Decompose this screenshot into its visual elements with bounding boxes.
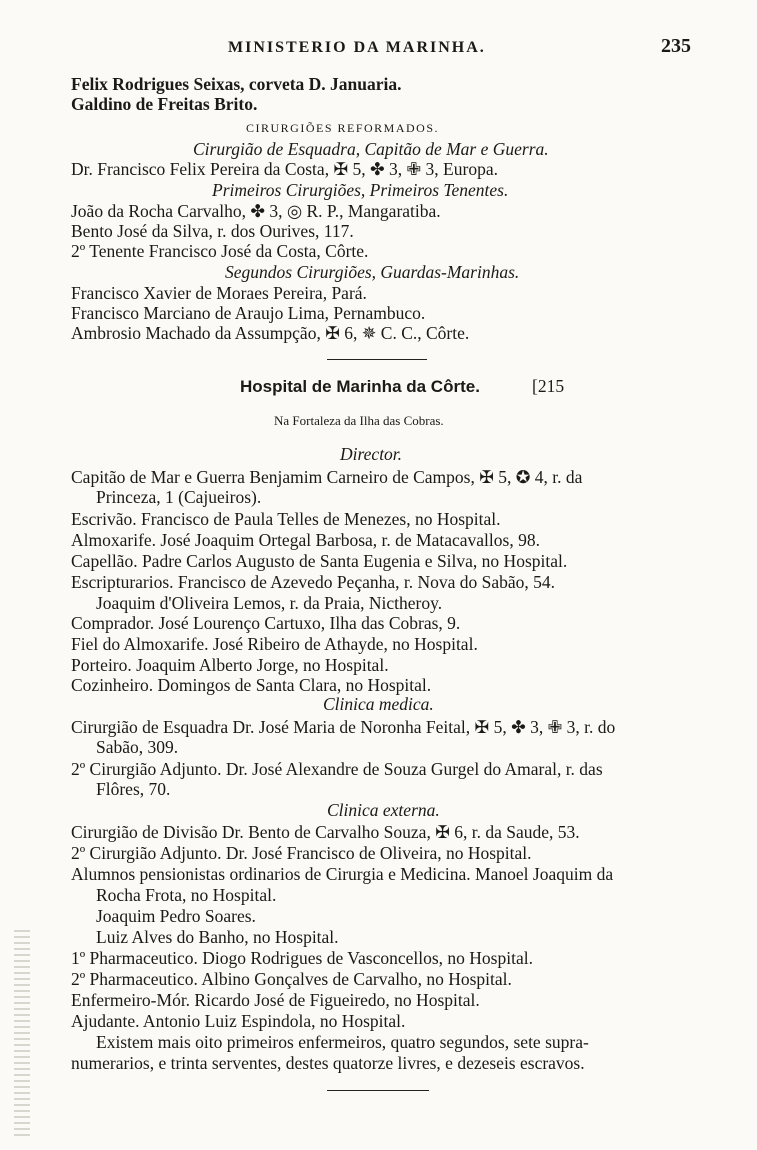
rank-heading: Cirurgião de Esquadra, Capitão de Mar e Guerra. [193, 139, 549, 159]
entry-line: Dr. Francisco Felix Pereira da Costa, ✠ 5, ✤ 3, ✙ 3, Europa. [71, 159, 498, 179]
scan-edge-artifact [14, 930, 30, 1140]
hospital-ref: [215 [532, 376, 565, 396]
section-heading: CIRURGIÕES REFORMADOS. [246, 121, 440, 135]
section-heading: Clinica medica. [323, 694, 434, 714]
page-number: 235 [661, 35, 691, 57]
entry-line: Bento José da Silva, r. dos Ourives, 117. [71, 221, 354, 241]
entry-line: 2º Pharmaceutico. Albino Gonçalves de Carvalho, no Hospital. [71, 969, 512, 989]
rank-heading: Primeiros Cirurgiões, Primeiros Tenentes. [212, 180, 509, 200]
section-heading: Director. [340, 444, 403, 464]
entry-line: 2º Cirurgião Adjunto. Dr. José Alexandre de Souza Gurgel do Amaral, r. das [71, 759, 603, 779]
section-heading: Clinica externa. [327, 800, 440, 820]
entry-line: Galdino de Freitas Brito. [71, 94, 258, 114]
entry-line: Cirurgião de Esquadra Dr. José Maria de Noronha Feital, ✠ 5, ✤ 3, ✙ 3, r. do [71, 717, 616, 737]
entry-line: Enfermeiro-Mór. Ricardo José de Figueiredo, no Hospital. [71, 990, 480, 1010]
hospital-title: Hospital de Marinha da Côrte. [240, 377, 480, 396]
divider-rule [327, 359, 427, 360]
entry-line: Capitão de Mar e Guerra Benjamim Carneiro de Campos, ✠ 5, ✪ 4, r. da [71, 467, 583, 487]
entry-line: Almoxarife. José Joaquim Ortegal Barbosa, r. de Matacavallos, 98. [71, 530, 540, 550]
entry-line: Rocha Frota, no Hospital. [96, 885, 277, 905]
entry-line: 2º Tenente Francisco José da Costa, Côrte. [71, 241, 369, 261]
entry-line: Alumnos pensionistas ordinarios de Cirurgia e Medicina. Manoel Joaquim da [71, 864, 614, 884]
entry-line: Fiel do Almoxarife. José Ribeiro de Athayde, no Hospital. [71, 634, 478, 654]
entry-line: Joaquim d'Oliveira Lemos, r. da Praia, Nictheroy. [96, 593, 443, 613]
entry-line: 1º Pharmaceutico. Diogo Rodrigues de Vasconcellos, no Hospital. [71, 948, 533, 968]
entry-line: 2º Cirurgião Adjunto. Dr. José Francisco de Oliveira, no Hospital. [71, 843, 532, 863]
entry-line: Felix Rodrigues Seixas, corveta D. Januaria. [71, 74, 402, 94]
entry-line: Cozinheiro. Domingos de Santa Clara, no Hospital. [71, 675, 432, 695]
entry-line: Ajudante. Antonio Luiz Espindola, no Hospital. [71, 1011, 406, 1031]
entry-line: Ambrosio Machado da Assumpção, ✠ 6, ✵ C. C., Côrte. [71, 323, 470, 343]
entry-line: Luiz Alves do Banho, no Hospital. [96, 927, 339, 947]
entry-line: Porteiro. Joaquim Alberto Jorge, no Hospital. [71, 655, 389, 675]
divider-rule [327, 1090, 429, 1091]
entry-line: Capellão. Padre Carlos Augusto de Santa Eugenia e Silva, no Hospital. [71, 551, 568, 571]
entry-line: João da Rocha Carvalho, ✤ 3, ◎ R. P., Mangaratiba. [71, 201, 441, 221]
entry-line: numerarios, e trinta serventes, destes quatorze livres, e dezeseis escravos. [71, 1053, 585, 1073]
entry-line: Sabão, 309. [96, 737, 179, 757]
entry-line: Cirurgião de Divisão Dr. Bento de Carvalho Souza, ✠ 6, r. da Saude, 53. [71, 822, 580, 842]
entry-line: Joaquim Pedro Soares. [96, 906, 256, 926]
entry-line: Escripturarios. Francisco de Azevedo Peçanha, r. Nova do Sabão, 54. [71, 572, 556, 592]
running-header: MINISTERIO DA MARINHA. [228, 39, 486, 56]
entry-line: Comprador. José Lourenço Cartuxo, Ilha das Cobras, 9. [71, 613, 461, 633]
entry-line: Francisco Marciano de Araujo Lima, Pernambuco. [71, 303, 426, 323]
entry-line: Escrivão. Francisco de Paula Telles de Menezes, no Hospital. [71, 509, 501, 529]
entry-line: Existem mais oito primeiros enfermeiros, quatro segundos, sete supra- [96, 1032, 589, 1052]
entry-line: Princeza, 1 (Cajueiros). [96, 487, 262, 507]
entry-line: Flôres, 70. [96, 779, 171, 799]
entry-line: Francisco Xavier de Moraes Pereira, Pará. [71, 283, 367, 303]
hospital-location: Na Fortaleza da Ilha das Cobras. [274, 413, 444, 428]
rank-heading: Segundos Cirurgiões, Guardas-Marinhas. [225, 262, 520, 282]
